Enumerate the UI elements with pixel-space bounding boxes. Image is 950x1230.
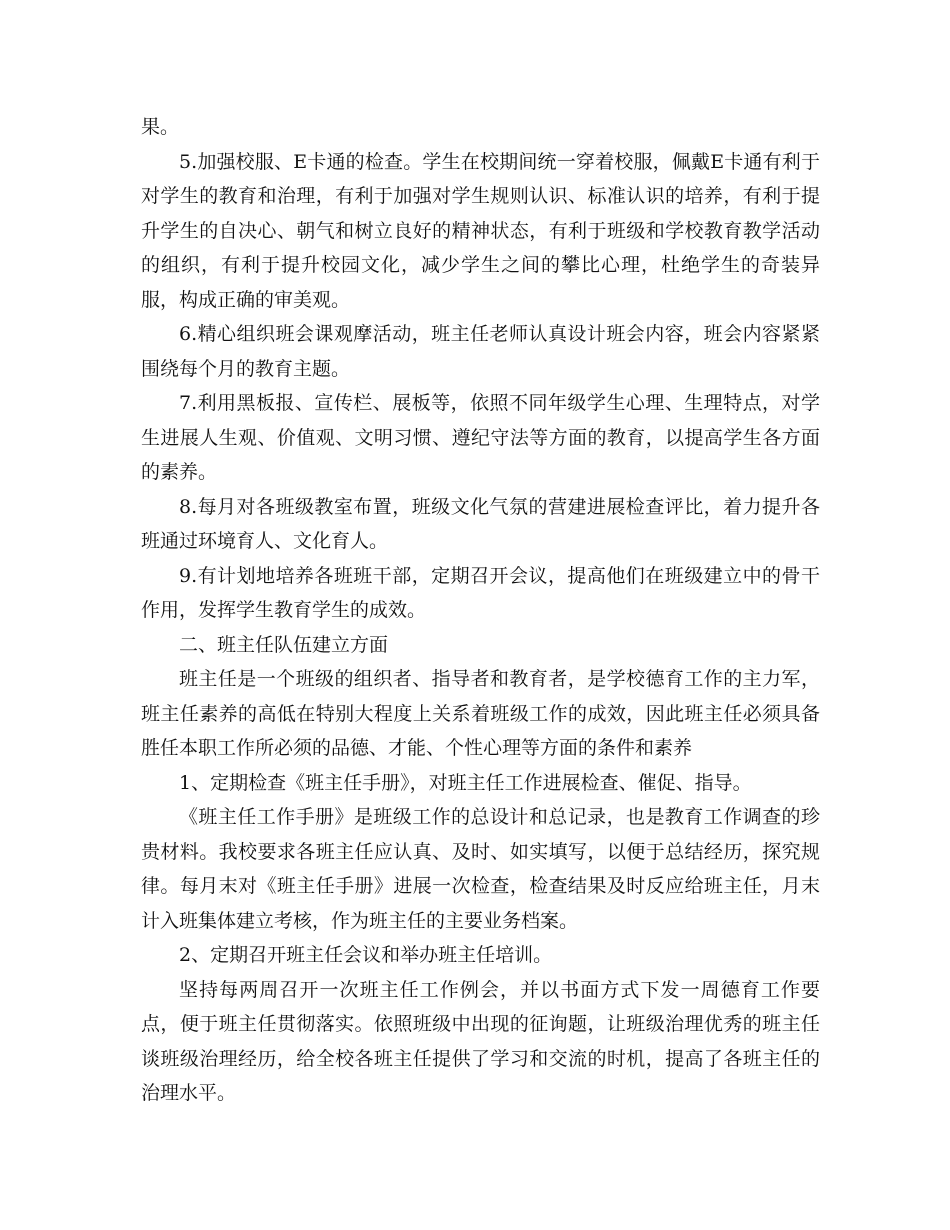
paragraph-intro: 班主任是一个班级的组织者、指导者和教育者，是学校德育工作的主力军，班主任素养的高低在特别大程度上关系着班级工作的成效，因此班主任必须具备胜任本职工作所必须的品德、才能、个性心理等方面的条件和素养 [141, 668, 820, 759]
paragraph-continuation: 果。 [141, 116, 180, 138]
subheading-2: 2、定期召开班主任会议和举办班主任培训。 [179, 944, 553, 966]
paragraph-item-7: 7.利用黑板报、宣传栏、展板等，依照不同年级学生心理、生理特点，对学生进展人生观、价值观、文明习惯、遵纪守法等方面的教育，以提高学生各方面的素养。 [141, 392, 820, 483]
section-heading: 二、班主任队伍建立方面 [179, 633, 389, 656]
paragraph-handbook: 《班主任工作手册》是班级工作的总设计和总记录，也是教育工作调查的珍贵材料。我校要求各班主任应认真、及时、如实填写，以便于总结经历，探究规律。每月末对《班主任手册》进展一次检查，检查结果及时反应给班主任，月末计入班集体建立考核，作为班主任的主要业务档案。 [141, 806, 820, 932]
paragraph-item-5: 5.加强校服、E卡通的检查。学生在校期间统一穿着校服，佩戴E卡通有利于对学生的教育和治理，有利于加强对学生规则认识、标准认识的培养，有利于提升学生的自决心、朝气和树立良好的精神状态，有利于班级和学校教育教学活动的组织，有利于提升校园文化，减少学生之间的攀比心理，杜绝学生的奇装异服，构成正确的审美观。 [141, 150, 820, 311]
paragraph-meetings: 坚持每两周召开一次班主任工作例会，并以书面方式下发一周德育工作要点，便于班主任贯彻落实。依照班级中出现的征询题，让班级治理优秀的班主任谈班级治理经历，给全校各班主任提供了学习和交流的时机，提高了各班主任的治理水平。 [141, 978, 820, 1104]
subheading-1: 1、定期检查《班主任手册》，对班主任工作进展检查、催促、指导。 [179, 771, 752, 794]
paragraph-item-9: 9.有计划地培养各班班干部，定期召开会议，提高他们在班级建立中的骨干作用，发挥学生教育学生的成效。 [141, 564, 820, 621]
paragraph-item-8: 8.每月对各班级教室布置，班级文化气氛的营建进展检查评比，着力提升各班通过环境育人、文化育人。 [141, 495, 820, 552]
paragraph-item-6: 6.精心组织班会课观摩活动，班主任老师认真设计班会内容，班会内容紧紧围绕每个月的教育主题。 [141, 323, 820, 380]
